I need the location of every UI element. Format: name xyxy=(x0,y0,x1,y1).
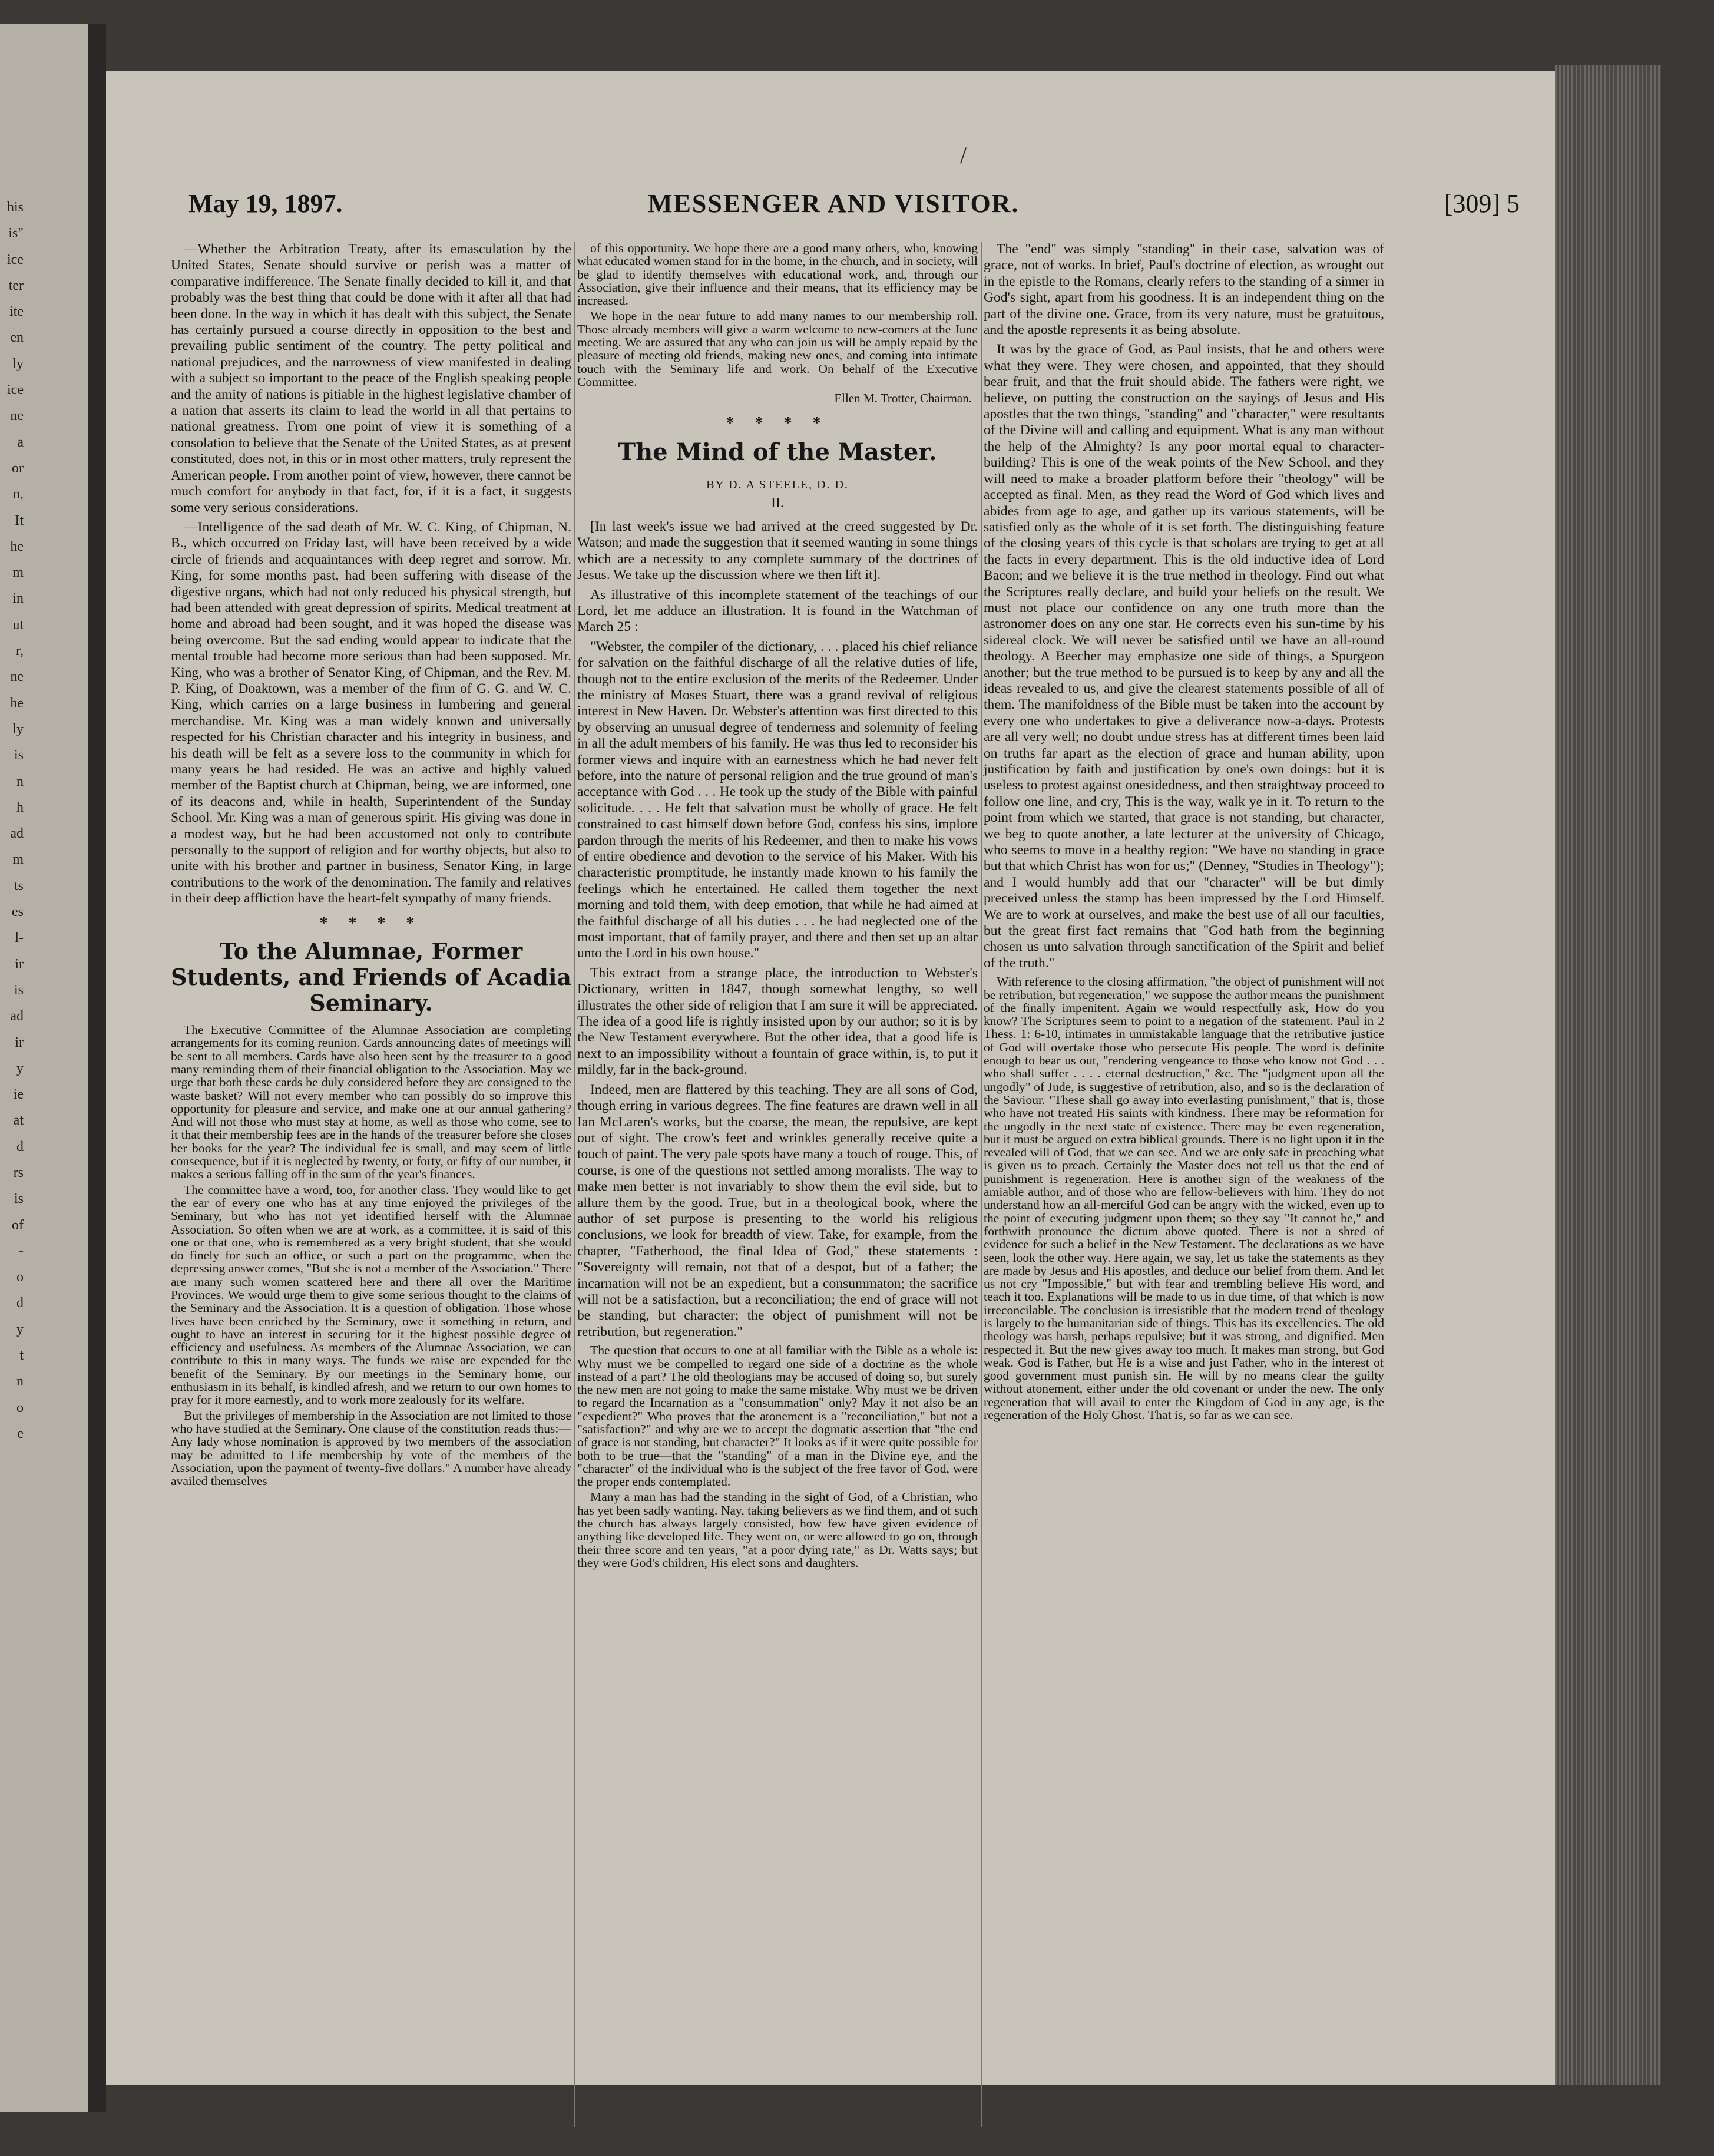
column-3 xyxy=(984,242,1384,2156)
facing-page-fragment: n xyxy=(16,1374,24,1390)
page-header xyxy=(188,189,1543,224)
column-1 xyxy=(171,242,571,2156)
article-byline: BY D. A STEELE, D. D. xyxy=(706,478,849,492)
facing-page-fragment: en xyxy=(10,330,24,346)
facing-page-fragment: es xyxy=(12,904,24,920)
facing-page-fragment: is xyxy=(14,748,24,763)
facing-page-fragment: is xyxy=(14,1191,24,1207)
issue-date: May 19, 1897. xyxy=(188,189,343,218)
page-number: [309] 5 xyxy=(1444,189,1520,218)
facing-page-fragment: r, xyxy=(15,643,24,659)
facing-page-fragment: e xyxy=(17,1426,24,1441)
article-small-type xyxy=(984,975,1384,1421)
facing-page-fragment: ice xyxy=(7,252,24,267)
editorial-arbitration-treaty: —Whether the Arbitration Treaty, after its emasculation by the United States, Senate should survive or perish was a matter of comparative indifference. The Senate finally decided to kill it, and that probably was the best thing that could be done with it after all that had been done. In the way in which it has dealt with this subject, the Senate has certainly pursued a course directly in opposition to the best and prevailing public sentiment of the country. The petty political and national prejudices, and the narrowness of view manifested in dealing with a subject so important to the peace of the English speaking people and the amity of nations is pitiable in the highest legislative chamber of a nation that asserts its claim to lead the world in all that pertains to national greatness. From one point of view it is something of a consolation to believe that the Senate of the United States, as at present constituted, does not, in this or in most other matters, truly represent the American people. From another point of view, however, there cannot be much comfort for anybody in that fact, for, if it is a fact, it suggests some very serious considerations. xyxy=(171,242,571,515)
binding-gutter-shadow xyxy=(88,24,106,2112)
alumnae-article-continued xyxy=(577,242,978,388)
facing-page-fragment: ly xyxy=(12,356,24,372)
facing-page-fragment: in xyxy=(12,591,24,607)
article-paragraph: Many a man has had the standing in the sight of God, of a Christian, who has yet been sadly wanting. Nay, taking believers as we find them, and of such the church has always largely consisted, how few have given evidence of anything like developed life. They went on, or were allowed to go on, through their three score and ten years, "at a poor dying rate," as Dr. Watts says; but they were God's children, His elect sons and daughters. xyxy=(577,1490,978,1570)
facing-page-fragment: rs xyxy=(13,1165,24,1180)
facing-page-fragment: n, xyxy=(13,487,24,502)
article-paragraph: of this opportunity. We hope there are a good many others, who, knowing what educated women stand for in the home, in the church, and in society, will be glad to identify themselves with educational work, and, through our Association, give their influence and their means, that its efficiency may be increased. xyxy=(577,241,978,308)
facing-page-fragment: ad xyxy=(10,826,24,842)
facing-page-fragment: a xyxy=(17,434,24,450)
article-paragraph: But the privileges of membership in the Association are not limited to those who have studied at the Seminary. One clause of the constitution reads thus:—Any lady whose nomination is approved by two members of the association may be admitted to Life membership by vote of the members of the Association, upon the payment of twenty-five dollars." A number have already availed themselves xyxy=(171,1408,571,1489)
article-paragraph: The question that occurs to one at all familiar with the Bible as a whole is: Why must we be compelled to regard one side of a doctrine as the whole instead of a part? The old theologians may be accused of doing so, but surely the new men are not going to make the same mistake. Why must we be driven to regard the Incarnation as a "consummation" only? May it not also be an "expedient?" Who proves that the atonement is a "reconciliation," but not a "satisfaction?" and why are we to accept the dogmatic assertion that "the end of grace is not standing, but character?" It looks as if it were quite possible for both to be true—that the "standing" of a man in the Divine eye, and the "character" of the individual who is the subject of the free favor of God, were the proper ends contemplated. xyxy=(577,1343,978,1489)
facing-page-fragment: is" xyxy=(8,226,24,242)
facing-page-fragment: d xyxy=(16,1295,24,1311)
article-paragraph: The committee have a word, too, for another class. They would like to get the ear of every one who has at any time enjoyed the privileges of the Seminary, but who has not yet identified herself with the Alumnae Association. So often when we are at work, as a committee, it is said of this one or that one, who is remembered as a very bright student, that she would do finely for such an office, or such a part on the programme, when the depressing answer comes, "But she is not a member of the Association." There are many such women scattered here and there all over the Maritime Provinces. We would urge them to give some serious thought to the claims of the Seminary and the Association. It is a question of obligation. Those whose lives have been enriched by the Seminary, owe it something in return, and ought to have an interest in securing for it the highest possible degree of efficiency and usefulness. As members of the Alumnae Association, we can contribute to this in many ways. The funds we raise are expended for the benefit of the Seminary. By our meetings in the Seminary home, our enthusiasm in its behalf, is kindled afresh, and we return to our own homes to pray for it more earnestly, and to work more zealously for its welfare. xyxy=(171,1182,571,1407)
article-signature: Ellen M. Trotter, Chairman. xyxy=(834,391,972,406)
article-headline-alumnae: To the Alumnae, Former Students, and Friends of Acadia Seminary. xyxy=(171,938,572,1017)
facing-page-fragment: ir xyxy=(15,1034,24,1050)
facing-page-fragment: h xyxy=(16,799,24,815)
newspaper-page xyxy=(106,71,1555,2085)
facing-page-fragment: y xyxy=(16,1060,24,1076)
facing-page-fragment: It xyxy=(15,512,24,528)
facing-page-fragment: ly xyxy=(12,721,24,737)
facing-page-fragment: m xyxy=(12,565,24,581)
facing-page-fragment: - xyxy=(19,1243,24,1259)
editorial-obituary-king: —Intelligence of the sad death of Mr. W. C. King, of Chipman, N. B., which occurred on Friday last, will have been received by a wide circle of friends and acquaintances with deep regret and sorrow. Mr. King, for some months past, had been suffering with disease of the digestive organs, which had not only reduced his physical strength, but had been attended with great depression of spirits. Medical treatment at home and abroad had been sought, and it was hoped the disease was being overcome. But the sad ending would appear to indicate that the mental trouble had become more serious than had been supposed. Mr. King, who was a brother of Senator King, of Chipman, and the Rev. M. P. King, of Doaktown, was a member of the firm of G. G. and W. C. King, which carries on a large business in lumbering and general merchandise. Mr. King was a man widely known and universally respected for his Christian character and his integrity in business, and his death will be felt as a severe loss to the community in which for many years he had resided. He was an active and highly valued member of the Baptist church at Chipman, being, we are informed, one of its deacons and, while in health, Superintendent of the Sunday School. Mr. King was a man of generous spirit. His giving was done in a modest way, but he had been accustomed not only to contribute personally to the support of religion and for worthy objects, but also to unite with his brother and partner in business, Senator King, in large contributions to the work of the denomination. The family and relatives in their deep affliction have the heart-felt sympathy of many friends. xyxy=(171,519,571,907)
facing-page-fragment: m xyxy=(12,852,24,868)
facing-page-fragment: t xyxy=(19,1348,24,1364)
facing-page-fragment: his xyxy=(6,200,24,215)
column-divider xyxy=(574,242,575,2127)
facing-page-fragment: o xyxy=(16,1269,24,1285)
facing-page-strip xyxy=(0,24,88,2112)
facing-page-fragment: ir xyxy=(15,956,24,972)
facing-page-fragment: is xyxy=(14,982,24,998)
facing-page-fragment: ite xyxy=(9,304,24,320)
article-paragraph: As illustrative of this incomplete statement of the teachings of our Lord, let me adduce an illustration. It is found in the Watchman of March 25 : xyxy=(577,587,978,635)
article-paragraph: The "end" was simply "standing" in their case, salvation was of grace, not of works. In brief, Paul's doctrine of election, as wrought out in the epistle to the Romans, clearly refers to the standing of a sinner in God's sight, apart from his goodness. It is an independent thing on the part of the divine one. Grace, from its very nature, must be gratuitous, and the apostle represents it as being absolute. xyxy=(984,242,1384,338)
column-divider xyxy=(981,242,982,2127)
facing-page-text-fragments xyxy=(0,194,24,1441)
facing-page-fragment: he xyxy=(10,538,24,554)
article-small-type xyxy=(577,1344,978,1569)
section-separator-stars: * * * * xyxy=(726,414,829,432)
article-paragraph: It was by the grace of God, as Paul insists, that he and others were what they were. They were chosen, and appointed, that they should bear fruit, and that the fruit should abide. The fathers were right, we believe, on putting the construction on the sayings of Jesus and His apostles that the two things, "standing" and "character," were resultants of the Divine will and calling and equipment. What is any man without the help of the Almighty? Is any poor mortal equal to character-building? This is one of the weak points of the New School, and they will need to make a broader platform before their "theology" will be accepted as final. Men, as they read the Word of God which lives and abides from age to age, and gather up its various statements, will be satisfied only as the whole of it is set forth. The distinguishing feature of the closing years of this cycle is that scholars are trying to get at all the facts in every department. This is the old inductive idea of Lord Bacon; and we believe it is the true method in theology. Find out what the Scriptures really declare, and build your beliefs on the result. We must not place our confidence on any one truth more than the astronomer does on any one star. He corrects even his sun-time by his sidereal clock. We will never be satisfied until we have an all-round theology. A Beecher may emphasize one side of things, a Spurgeon another; but the true method to be pursued is to keep by any and all the ideas revealed to us, and give the clearest statements possible of all of them. The manifoldness of the Bible must be taken into the account by every one who undertakes to give a deliverance now-a-days. Protests are all very well; no doubt undue stress has at different times been laid on truths far apart as the election of grace and human ability, upon justification by faith and justification by one's own doings: but it is useless to protest against onesidedness, and then straightway proceed to follow one line, and cry, This is the way, walk ye in it. To return to the point from which we started, that grace is not standing, but character, we beg to quote another, a late lecturer at the university of Chicago, who seems to move in a healthy region: "We have no standing in grace but that which Christ has won for us;" (Denney, "Studies in Theology"); and I would humbly add that our "character" will be but dimly preceived unless the stamp has been impressed by the Lord Himself. We are to work at ourselves, and make the best use of all our faculties, but the great first fact remains that "God hath from the beginning chosen us unto salvation through sanctification of the Spirit and belief of the truth." xyxy=(984,342,1384,971)
masthead-title: MESSENGER AND VISITOR. xyxy=(648,189,1020,218)
facing-page-fragment: ad xyxy=(10,1008,24,1024)
facing-page-fragment: ne xyxy=(10,408,24,424)
facing-page-fragment: ie xyxy=(13,1087,24,1103)
article-paragraph: We hope in the near future to add many names to our membership roll. Those already members will give a warm welcome to new-comers at the June meeting. We are assured that any who can join us will be amply repaid by the pleasure of meeting old friends, making new ones, and coming into intimate touch with the Seminary life and work. On behalf of the Executive Committee. xyxy=(577,309,978,389)
section-separator-stars: * * * * xyxy=(319,914,423,932)
article-paragraph: With reference to the closing affirmation, "the object of punishment will not be retribution, but regeneration," we suppose the author means the punishment of the finally impenitent. Again we would respectfully ask, How do you know? The Scriptures seem to point to a negation of the statement. Paul in 2 Thess. 1: 6-10, intimates in unmistakable language that the retributive justice of God will overtake those who persecute His people. The word is definite enough to bear us out, "rendering vengeance to those who know not God . . . who shall suffer . . . . eternal destruction," &c. The "judgment upon all the ungodly" of Jude, is suggestive of retribution, also, and so is the declaration of the Saviour. "These shall go away into everlasting punishment," that is, those who have not treated His saints with kindness. There may be reformation for the ungodly in the next state of existence. There may be even regeneration, but it must be argued on extra biblical grounds. There is no light upon it in the revealed will of God, that we can see. And we are only safe in preaching what is given us to preach. Certainly the Master does not tell us that the end of punishment is regeneration. Here is another sign of the weakness of the amiable author, and of those who are fellow-believers with him. They do not understand how an all-merciful God can be angry with the wicked, even up to the point of executing judgment upon them; so they say "It cannot be," and forthwith pronounce the dictum above quoted. There is not a shred of evidence for such a belief in the New Testament. The declarations as we have seen, look the other way. Here again, we say, let us take the statements as they are made by Jesus and His apostles, and deduce our belief from them. And let us not cry "Impossible," but with fear and trembling believe His word, and teach it too. Explanations will be made to us in due time, of that which is now irreconcilable. The conclusion is irresistible that the modern trend of theology is largely to the humanitarian side of things. This has its excellencies. The old theology was harsh, perhaps repulsive; but it was strong, and dignified. Men respected it. But the new gives away too much. It makes man strong, but God weak. God is Father, but He is a wise and just Father, who in the interest of good government must punish sin. He will by no means clear the guilty without atonement, either under the old covenant or under the new. The only regeneration that will avail to enter the Kingdom of God in any age, is the regeneration of the Holy Ghost. That is, so far as we can see. xyxy=(984,974,1384,1423)
pencil-folio-mark: / xyxy=(960,142,967,168)
facing-page-fragment: l- xyxy=(15,930,24,946)
article-part-number: II. xyxy=(771,495,784,511)
article-headline-mind-of-master: The Mind of the Master. xyxy=(618,438,937,467)
facing-page-fragment: ne xyxy=(10,669,24,685)
facing-page-fragment: ter xyxy=(8,277,24,293)
facing-page-fragment: o xyxy=(16,1400,24,1416)
facing-page-fragment: at xyxy=(13,1113,24,1129)
facing-page-fragment: ut xyxy=(12,617,24,633)
article-paragraph: [In last week's issue we had arrived at the creed suggested by Dr. Watson; and made the suggestion that it seemed wanting in some things which are a necessity to any complete summary of the doctrines of Jesus. We take up the discussion where we then lift it]. xyxy=(577,518,978,583)
article-quotation: "Webster, the compiler of the dictionary, . . . placed his chief reliance for salvation on the faithful discharge of all the relative duties of life, though not to the entire exclusion of the merits of the Redeemer. Under the ministry of Moses Stuart, there was a grand revival of religious interest in New Haven. Dr. Webster's attention was first directed to this by observing an unusual degree of tenderness and solemnity of feeling in all the adult members of his family. He was thus led to reconsider his former views and inquire with an earnestness which he had never felt before, into the nature of personal religion and the true ground of man's acceptance with God . . . He took up the study of the Bible with painful solicitude. . . . He felt that salvation must be wholly of grace. He felt constrained to cast himself down before God, confess his sins, implore pardon through the merits of his Redeemer, and then to make his vows of entire obedience and devotion to the service of his Maker. With his characteristic promptitude, he instantly made known to his family the feelings which he entertained. He called them together the next morning and told them, with deep emotion, that while he had aimed at the faithful discharge of all his duties . . . he had neglected one of the most important, that of family prayer, and there and then set up an altar unto the Lord in his own house." xyxy=(577,639,978,961)
article-paragraph: The Executive Committee of the Alumnae Association are completing arrangements for its coming reunion. Cards announcing dates of meetings will be sent to all members. Cards have also been sent by the treasurer to a good many reminding them of their financial obligation to the Association. May we urge that both these cards be duly considered before they are consigned to the waste basket? Will not every member who can possibly do so improve this opportunity for pleasure and service, and make one at our annual gathering? And will not those who must stay at home, as well as those who come, see to it that their membership fees are in the hands of the treasurer before she closes her books for the year? The individual fee is small, and may seem of little consequence, but if it is neglected by twenty, or forty, or fifty of our number, it makes a serious falling off in the sum of the year's finances. xyxy=(171,1023,571,1182)
article-paragraph: Indeed, men are flattered by this teaching. They are all sons of God, though erring in various degrees. The fine features are drawn well in all Ian McLaren's works, but the coarse, the mean, the repulsive, are kept out of sight. The crow's feet and wrinkles generally receive quite a touch of paint. The very pale spots have many a touch of rouge. This, of course, is one of the questions not settled among moralists. The way to make men better is not invariably to show them the evil side, but to allure them by the good. True, but in a theological book, where the author of set purpose is presenting to the world his religious conclusions, we look for breadth of view. Take, for example, from the chapter, "Fatherhood, the final Idea of God," these statements : "Sovereignty will remain, not that of a despot, but of a father; the incarnation will not be an expedient, but a consummaton; the sacrifice will not be a satisfaction, but a reconciliation; the end of grace will not be standing, but character; the object of punishment will not be retribution, but regeneration." xyxy=(577,1082,978,1340)
facing-page-fragment: he xyxy=(10,695,24,711)
facing-page-fragment: of xyxy=(12,1217,24,1233)
facing-page-fragment: ts xyxy=(14,878,24,894)
article-paragraph: This extract from a strange place, the introduction to Webster's Dictionary, written in 1847, though somewhat lengthy, so well illustrates the other side of religion that I am sure it will be appreciated. The idea of a good life is rightly insisted upon by our author; so it is by the New Testament everywhere. But the other idea, that a good life is next to an impossibility without a fountain of grace within, is, to put it mildly, far in the back-ground. xyxy=(577,965,978,1078)
column-2 xyxy=(577,242,978,2156)
facing-page-fragment: ice xyxy=(7,382,24,398)
facing-page-fragment: or xyxy=(12,460,24,476)
book-page-edges xyxy=(1555,65,1661,2085)
alumnae-article-body xyxy=(171,1023,571,1487)
facing-page-fragment: d xyxy=(16,1139,24,1155)
facing-page-fragment: n xyxy=(16,773,24,789)
facing-page-fragment: y xyxy=(16,1321,24,1337)
